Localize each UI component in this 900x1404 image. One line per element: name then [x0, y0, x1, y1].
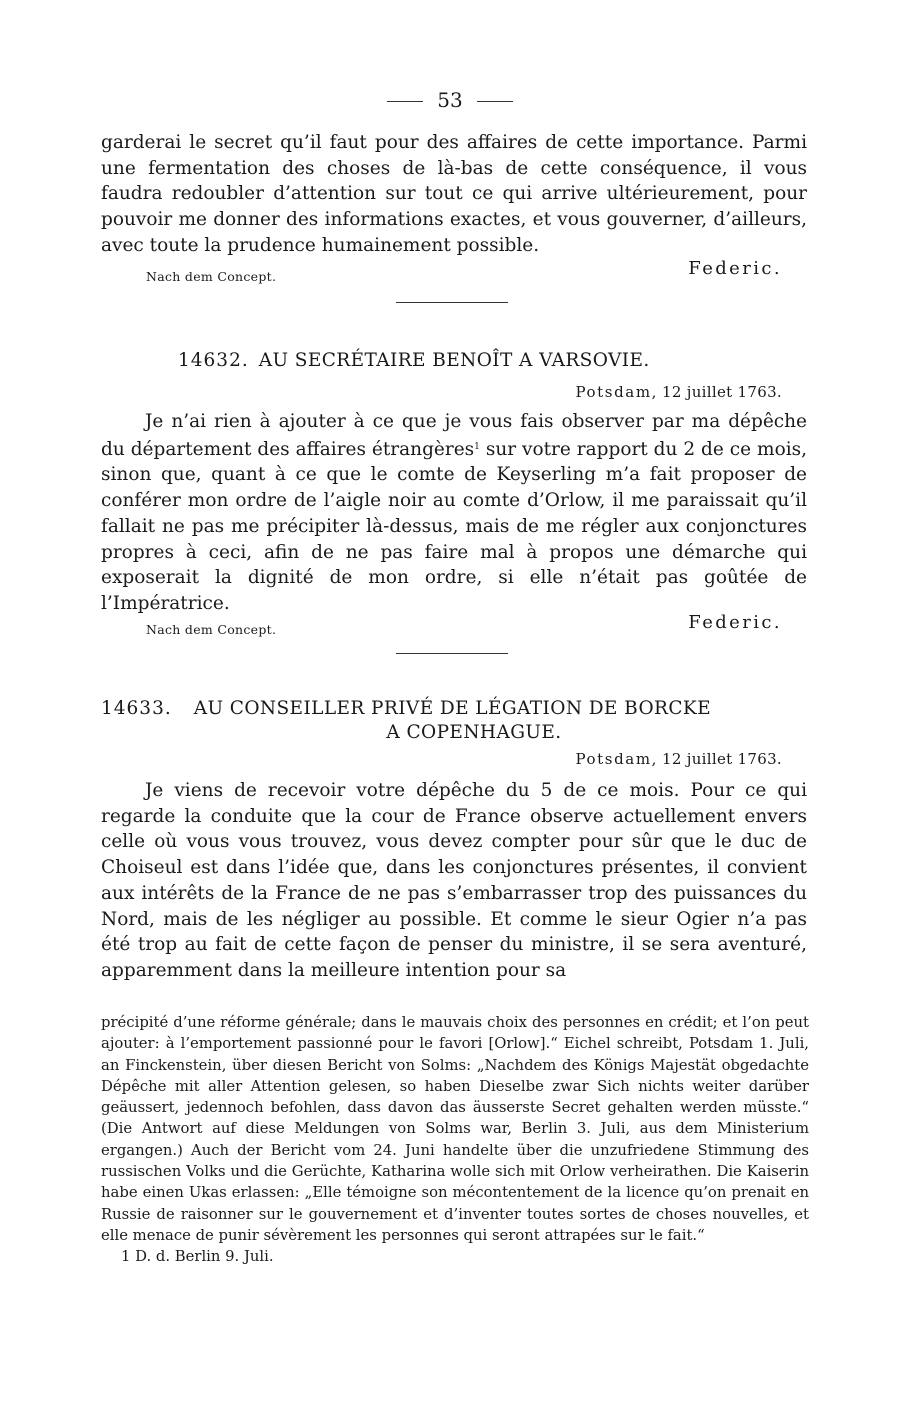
letter-14632-signature: Federic.	[688, 612, 782, 633]
page-number-dash-left	[387, 101, 423, 102]
separator-rule-2	[396, 653, 508, 654]
page-number-dash-right	[477, 101, 513, 102]
letter-14633-place: Potsdam,	[575, 750, 659, 768]
letter-14632-body	[101, 409, 807, 617]
letter-14632-dateline	[575, 383, 782, 401]
page-number	[0, 88, 900, 112]
letter-14633-body	[101, 778, 807, 984]
footnote-continuation: précipité d’une réforme générale; dans le mauvais choix des personnes en crédit; et l’on peut ajouter: à l’emportement passionné pour le favori [Orlow].“ Eichel schreibt, Potsdam 1. Juli, an Finckenstein, über diesen Bericht von Solms: „Nachdem des Königs Majestät obgedachte Dépêche mit aller Attention gelesen, so haben Dieselbe zwar Sich nichts weiter darüber geäussert, jedennoch befohlen, dass davon das äusserste Secret gehalten werden müsste.“ (Die Antwort auf diese Meldungen von Solms war, Berlin 3. Juli, aus dem Ministerium ergangen.) Auch der Bericht vom 24. Juni handelte über die unzufriedene Stimmung des russischen Volks und die Gerüchte, Katharina wolle sich mit Orlow verheirathen. Die Kaiserin habe einen Ukas erlassen: „Elle témoigne son mécontentement de la licence qu’on prenait en Russie de raisonner sur le gouvernement et d’inventer toutes sortes de choses nouvelles, et elle menace de punir sévèrement les personnes qui seront attrapées sur le fait.“	[101, 1014, 809, 1244]
continuation-source: Nach dem Concept.	[146, 269, 277, 284]
letter-14632-title: AU SECRÉTAIRE BENOÎT A VARSOVIE.	[258, 350, 650, 371]
letter-14632-date: 12 juillet 1763.	[662, 383, 782, 401]
continuation-paragraph: garderai le secret qu’il faut pour des affaires de cette importance. Parmi une fermentation des choses de là-bas de cette conséquence, il vous faudra redoubler d’attention sur tout ce qui arrive ultérieurement, pour pouvoir me donner des informations exactes, et vous gouverner, d’ailleurs, avec toute la prudence humainement possible.	[101, 132, 807, 256]
footnotes	[101, 1012, 809, 1268]
letter-14632-source: Nach dem Concept.	[146, 622, 277, 637]
letter-14632-text-a: Je n’ai rien à ajouter à ce que je vous fais observer par ma dépêche du département des affaires étrangères	[101, 411, 807, 460]
separator-rule-1	[396, 302, 508, 303]
continuation-text	[101, 130, 807, 259]
letter-14632-text-b: sur votre rapport du 2 de ce mois, sinon que, quant à ce que le comte de Keyserling m’a fait proposer de conférer mon ordre de l’aigle noir au comte d’Orlow, il me paraissait qu’il fallait ne pas me précipiter là-dessus, mais de me régler aux conjonctures propres à ceci, afin de ne pas faire mal à propos une démarche qui exposerait la dignité de mon ordre, si elle n’était pas goûtée de l’Impératrice.	[101, 438, 807, 614]
page-number-value: 53	[437, 88, 463, 112]
footnote-1: 1 D. d. Berlin 9. Juli.	[121, 1248, 274, 1266]
letter-14633-number: 14633.	[101, 698, 172, 719]
letter-14633-heading	[101, 697, 807, 745]
letter-14633-heading-line1	[101, 697, 807, 721]
continuation-signature: Federic.	[688, 258, 782, 279]
letter-14632-number: 14632.	[178, 350, 249, 371]
letter-14633-dateline	[575, 750, 782, 768]
letter-14633-title-line2: A COPENHAGUE.	[386, 722, 562, 743]
letter-14633-paragraph: Je viens de recevoir votre dépêche du 5 de ce mois. Pour ce qui regarde la conduite que la cour de France observe actuellement envers celle où vous vous trouvez, vous devez compter pour sûr que le duc de Choiseul est dans l’idée que, dans les conjonctures présentes, il convient aux intérêts de la France de ne pas s’embarrasser trop des puissances du Nord, mais de les négliger au possible. Et comme le sieur Ogier n’a pas été trop au fait de cette façon de penser du ministre, il se sera aventuré, apparemment dans la meilleure intention pour sa	[101, 780, 807, 981]
footnote-reference-1: 1	[474, 441, 480, 452]
letter-14633-title-line1: AU CONSEILLER PRIVÉ DE LÉGATION DE BORCKE	[193, 698, 712, 719]
letter-14633-date: 12 juillet 1763.	[662, 750, 782, 768]
letter-14632-place: Potsdam,	[575, 383, 659, 401]
letter-14632-paragraph	[101, 409, 807, 617]
letter-14632-heading	[178, 349, 818, 373]
